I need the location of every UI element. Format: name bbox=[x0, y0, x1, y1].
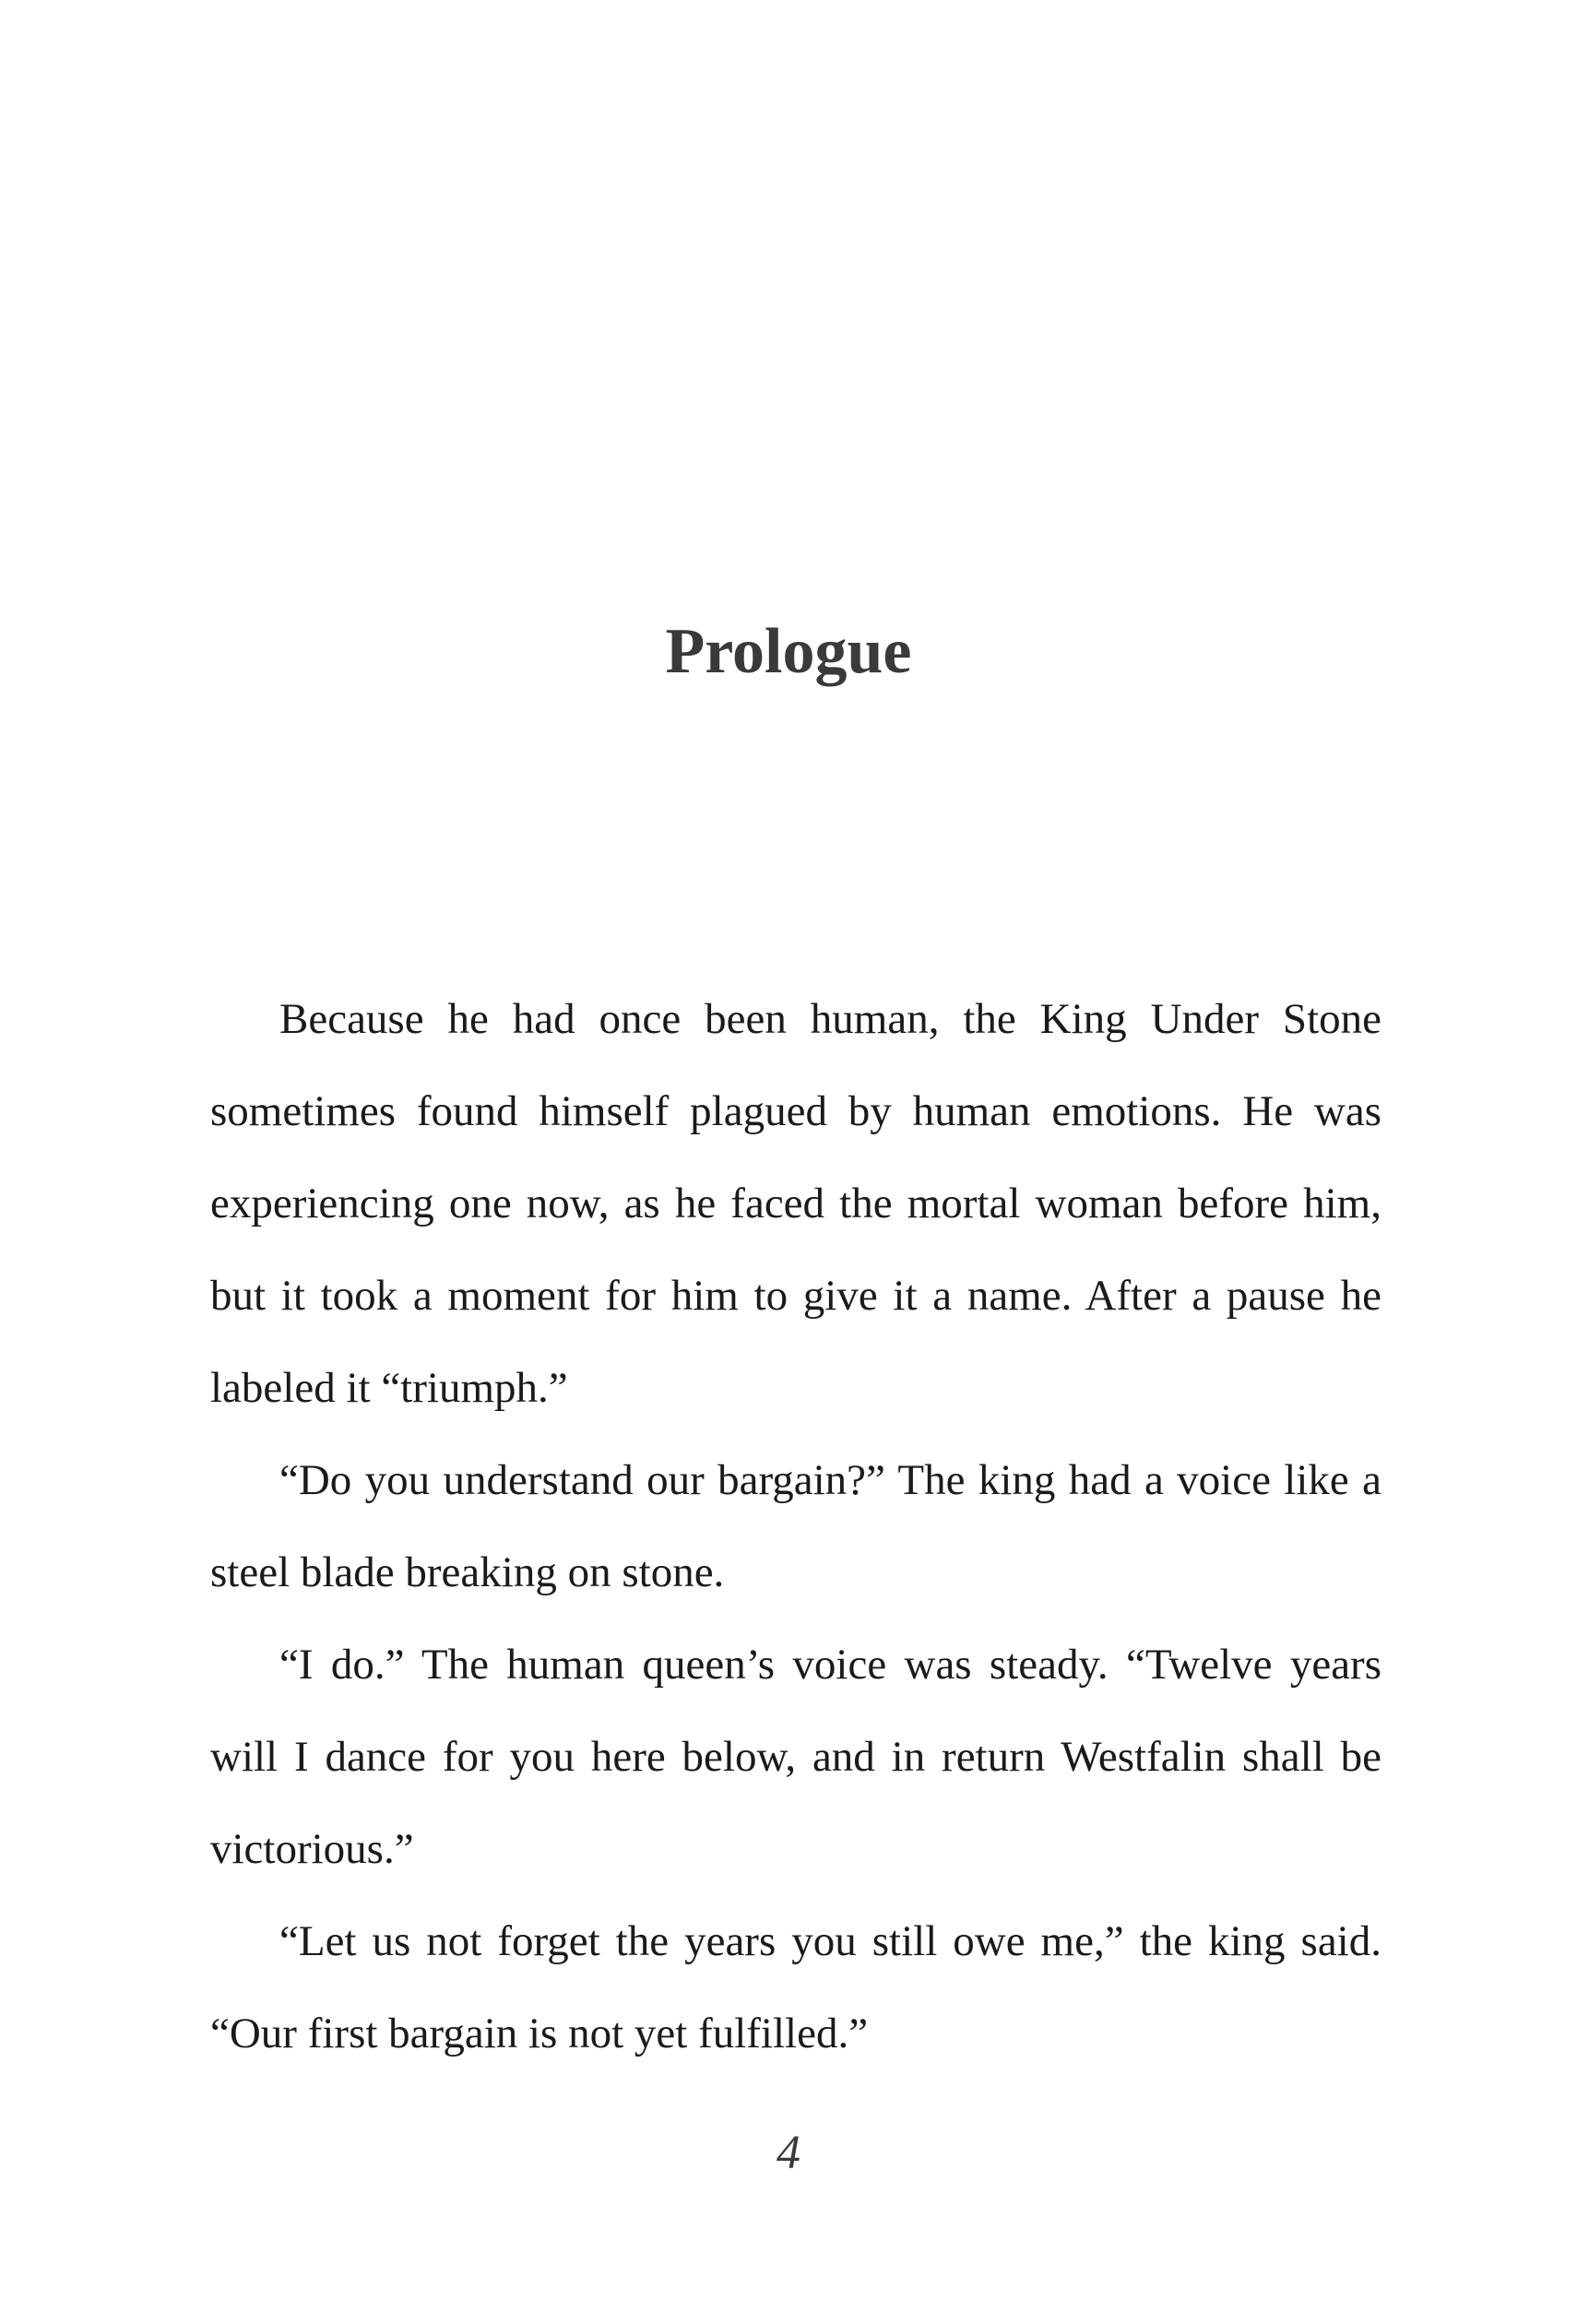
paragraph: “I do.” The human queen’s voice was steady. “Twelve years will I dance for you here below, and in return Westfalin shall be victorious.” bbox=[210, 1641, 1381, 1873]
paragraph: “Do you understand our bargain?” The king had a voice like a steel blade breaking on stone. bbox=[210, 1456, 1381, 1596]
paragraph: “Let us not forget the years you still owe me,” the king said. “Our first bargain is not yet fulfilled.” bbox=[210, 1917, 1381, 2057]
chapter-title: Prologue bbox=[665, 615, 912, 687]
body-text bbox=[210, 973, 1381, 2080]
page-number: 4 bbox=[777, 2127, 800, 2179]
paragraph: Because he had once been human, the King Under Stone sometimes found himself plagued by human emotions. He was experiencing one now, as he faced the mortal woman before him, but it took a moment for him to give it a name. After a pause he labeled it “triumph.” bbox=[210, 995, 1381, 1412]
